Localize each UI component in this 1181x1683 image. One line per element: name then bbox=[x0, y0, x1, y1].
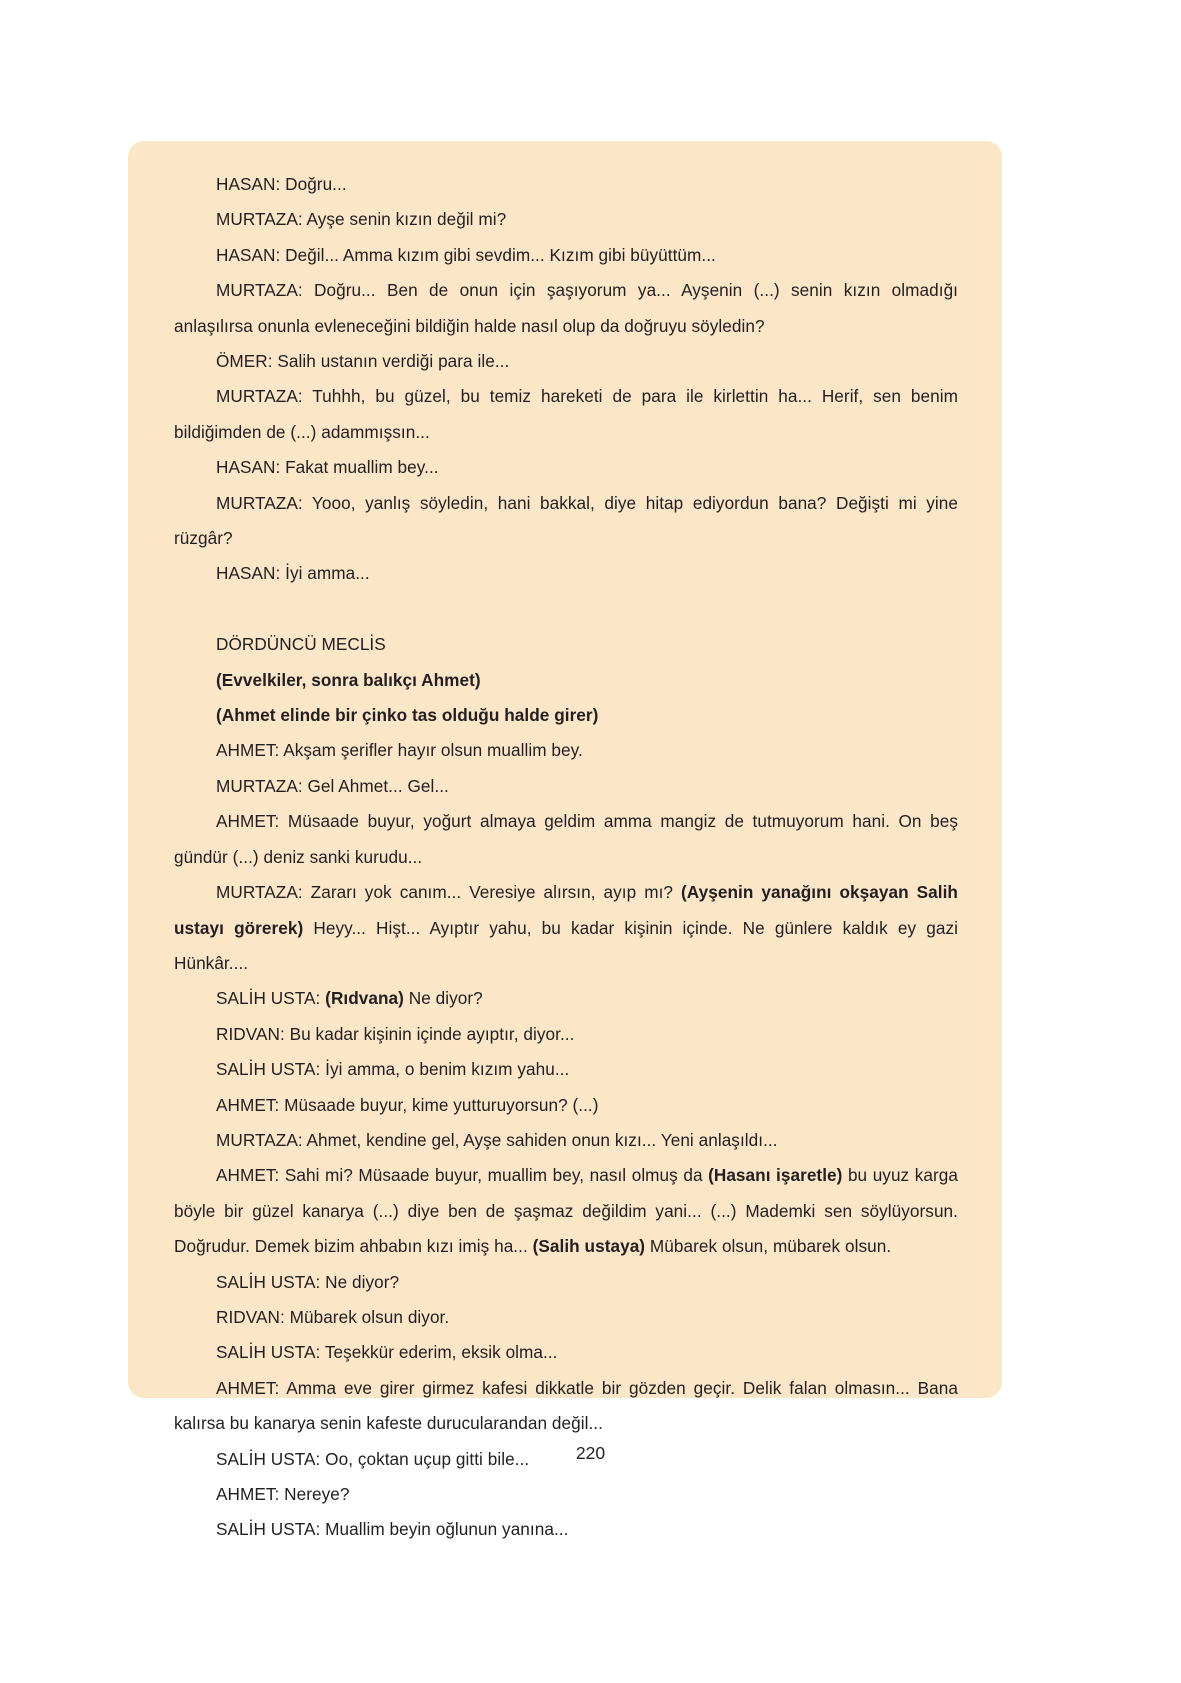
dialogue-line: SALİH USTA: Teşekkür ederim, eksik olma... bbox=[216, 1342, 558, 1363]
dialogue-line: MURTAZA: Ahmet, kendine gel, Ayşe sahiden onun kızı... Yeni anlaşıldı... bbox=[216, 1129, 778, 1150]
dialogue-line bbox=[174, 981, 958, 1016]
scene-title: DÖRDÜNCÜ MECLİS bbox=[216, 634, 386, 655]
dialogue-line: AHMET: Müsaade buyur, yoğurt almaya geldim amma mangiz de tutmuyorum hani. On beş gündür (...) deniz sanki kurudu... bbox=[174, 811, 958, 867]
dialogue-line: AHMET: Müsaade buyur, kime yutturuyorsun? (...) bbox=[216, 1094, 599, 1115]
stage-direction-inline: (Ayşenin yanağını okşayan Salih ustayı görerek) bbox=[174, 882, 958, 938]
dialogue-line: RIDVAN: Bu kadar kişinin içinde ayıptır, diyor... bbox=[216, 1023, 575, 1044]
dialogue-line bbox=[174, 875, 958, 981]
dialogue-text: Mübarek olsun, mübarek olsun. bbox=[645, 1236, 892, 1257]
dialogue-text: Heyy... Hişt... Ayıptır yahu, bu kadar kişinin içinde. Ne günlere kaldık ey gazi Hünkâr.... bbox=[174, 917, 959, 973]
dialogue-line: SALİH USTA: İyi amma, o benim kızım yahu... bbox=[216, 1059, 570, 1080]
dialogue-text: AHMET: Sahi mi? Müsaade buyur, muallim bey, nasıl olmuş da bbox=[216, 1165, 709, 1186]
stage-direction-inline: (Salih ustaya) bbox=[532, 1236, 646, 1257]
dialogue-text: MURTAZA: Zararı yok canım... Veresiye alırsın, ayıp mı? bbox=[216, 882, 682, 903]
dialogue-line: HASAN: Doğru... bbox=[216, 174, 347, 194]
dialogue-line: MURTAZA: Ayşe senin kızın değil mi? bbox=[216, 209, 507, 230]
stage-direction-inline: (Hasanı işaretle) bbox=[708, 1165, 843, 1186]
dialogue-line: MURTAZA: Yooo, yanlış söyledin, hani bakkal, diye hitap ediyordun bana? Değişti mi yine rüzgâr? bbox=[174, 492, 958, 549]
dialogue-line: AHMET: Akşam şerifler hayır olsun muallim bey. bbox=[216, 740, 583, 761]
dialogue-line: HASAN: Değil... Amma kızım gibi sevdim... Kızım gibi büyüttüm... bbox=[216, 244, 716, 265]
dialogue-line: MURTAZA: Tuhhh, bu güzel, bu temiz hareketi de para ile kirlettin ha... Herif, sen benim bildiğimden de (...) adammışsın... bbox=[174, 386, 958, 442]
stage-direction: (Ahmet elinde bir çinko tas olduğu halde girer) bbox=[216, 705, 599, 726]
dialogue-line: AHMET: Nereye? bbox=[216, 1484, 350, 1505]
dialogue-line: ÖMER: Salih ustanın verdiği para ile... bbox=[216, 351, 510, 372]
paragraph-spacer bbox=[174, 592, 958, 627]
dialogue-line: SALİH USTA: Muallim beyin oğlunun yanına... bbox=[216, 1519, 569, 1540]
dialogue-text: Ne diyor? bbox=[403, 988, 483, 1009]
dialogue-text: SALİH USTA: bbox=[216, 988, 326, 1009]
play-script-body bbox=[174, 167, 958, 1548]
dialogue-line bbox=[174, 1158, 958, 1264]
dialogue-line: SALİH USTA: Oo, çoktan uçup gitti bile... bbox=[216, 1448, 530, 1469]
stage-direction: (Evvelkiler, sonra balıkçı Ahmet) bbox=[216, 669, 481, 690]
dialogue-line: RIDVAN: Mübarek olsun diyor. bbox=[216, 1306, 450, 1327]
dialogue-line: SALİH USTA: Ne diyor? bbox=[216, 1271, 400, 1292]
dialogue-line: HASAN: İyi amma... bbox=[216, 563, 370, 584]
dialogue-line: MURTAZA: Gel Ahmet... Gel... bbox=[216, 775, 449, 796]
dialogue-text: bu uyuz karga böyle bir güzel kanarya (...) diye ben de şaşmaz değildim yani... (...) Mademki sen söylüyorsun. Doğrudur. Demek bizim ahbabın kızı imiş ha... bbox=[174, 1165, 958, 1257]
dialogue-line: MURTAZA: Doğru... Ben de onun için şaşıyorum ya... Ayşenin (...) senin kızın olmadığı anlaşılırsa onunla evleneceğini bildiğin halde nasıl olup da doğruyu söyledin? bbox=[174, 280, 958, 336]
page-number: 220 bbox=[575, 1443, 606, 1463]
dialogue-line: HASAN: Fakat muallim bey... bbox=[216, 457, 439, 478]
stage-direction-inline: (Rıdvana) bbox=[325, 988, 404, 1009]
dialogue-line: AHMET: Amma eve girer girmez kafesi dikkatle bir gözden geçir. Delik falan olmasın... Bana kalırsa bu kanarya senin kafeste durucularandan değil... bbox=[174, 1377, 958, 1434]
